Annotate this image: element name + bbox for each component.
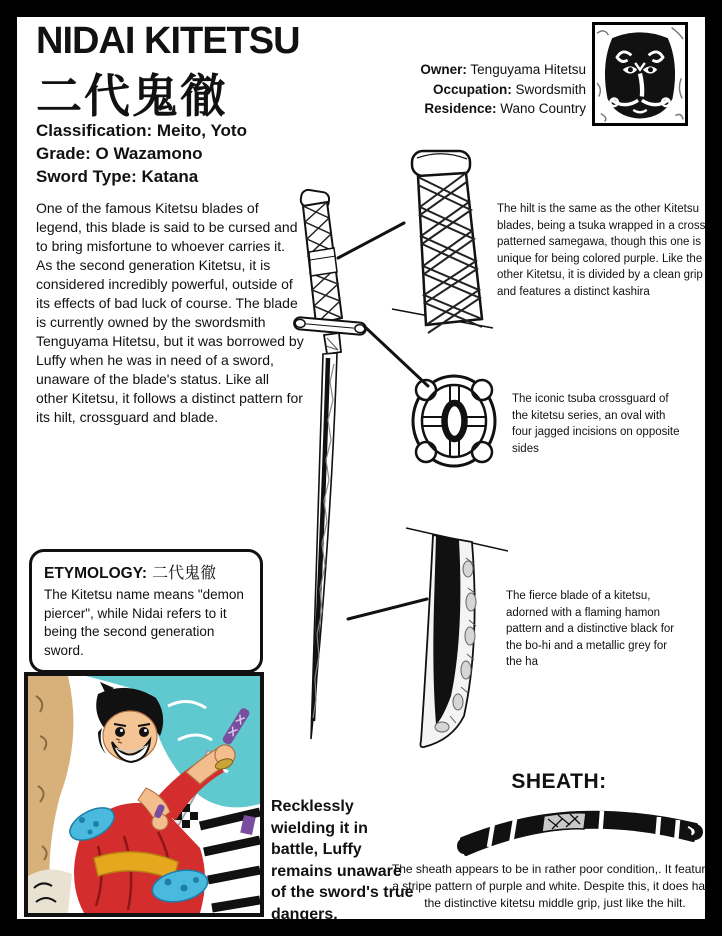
sheath-illustration [452,799,706,857]
stat-sword-type: Sword Type: Katana [36,167,199,186]
sheath-description: The sheath appears to be in rather poor condition,. It features a stripe pattern of purple and white. Despite this, it does have the distinctive kitetsu middle grip, just like the hilt. [391,862,719,910]
tsuba-crossguard-illustration [409,371,499,470]
occupation-label: Occupation: [432,81,512,97]
etymology-box [29,549,263,673]
owner-row [300,60,586,80]
sheath-heading: SHEATH: [511,770,607,793]
tengu-mask-image [592,22,688,126]
stat-classification: Classification: Meito, Yoto [36,121,247,140]
owner-info [300,60,586,119]
etymology-label: ETYMOLOGY: [44,565,148,582]
katana-full-illustration [286,186,406,751]
occupation-value: Swordsmith [511,81,586,97]
residence-label: Residence: [424,101,497,116]
blade-callout-text: The fierce blade of a kitetsu, adorned with a flaming hamon pattern and a distinctive black for the bo-hi and a metallic grey for the ha [506,590,675,668]
luffy-caption: Recklessly wielding it in battle, Luffy remains unaware of the sword's true dangers. [271,798,414,923]
tsuba-callout-text: The iconic tsuba crossguard of the kitetsu series, an oval with four jagged incisions on opposite sides [512,393,680,455]
tengu-mask-illustration [595,25,685,123]
page-title-japanese: 二代鬼徹 [36,69,228,123]
owner-label: Owner: [420,62,467,77]
blade-tip-illustration [406,524,508,750]
page-title: NIDAI KITETSU [36,20,300,62]
etymology-japanese: 二代鬼徹 [147,563,217,582]
hilt-detail-illustration [390,147,494,339]
sword-stats [36,119,336,188]
hilt-callout-text: The hilt is the same as the other Kitetsu blades, being a tsuka wrapped in a cross-patterned samegawa, though this one is unique for being colored purple. Like the other Kitetsu, it is divided by a clean grip and features a distinct kashira [497,203,710,298]
etymology-heading [44,560,248,583]
stat-grade: Grade: O Wazamono [36,144,203,163]
owner-value: Tenguyama Hitetsu [466,62,586,77]
luffy-panel-image [24,672,264,917]
occupation-row [300,80,586,100]
luffy-illustration [28,676,260,913]
residence-row [300,99,586,119]
main-description: One of the famous Kitetsu blades of legend, this blade is said to be cursed and to bring misfortune to whoever carries it. As the second generation Kitetsu, it is considered incredibly powerful, outside of its effects of bad luck of course. The blade is currently owned by the swordsmith Tenguyama Hitetsu, but it was borrowed by Luffy when he was in need of a sword, unaware of the blade's status. Like all other Kitetsu, it follows a distinct pattern for its hilt, crossguard and blade. [36,200,304,425]
residence-value: Wano Country [496,101,586,116]
etymology-body: The Kitetsu name means "demon piercer", while Nidai refers to it being the second generation sword. [44,587,244,658]
